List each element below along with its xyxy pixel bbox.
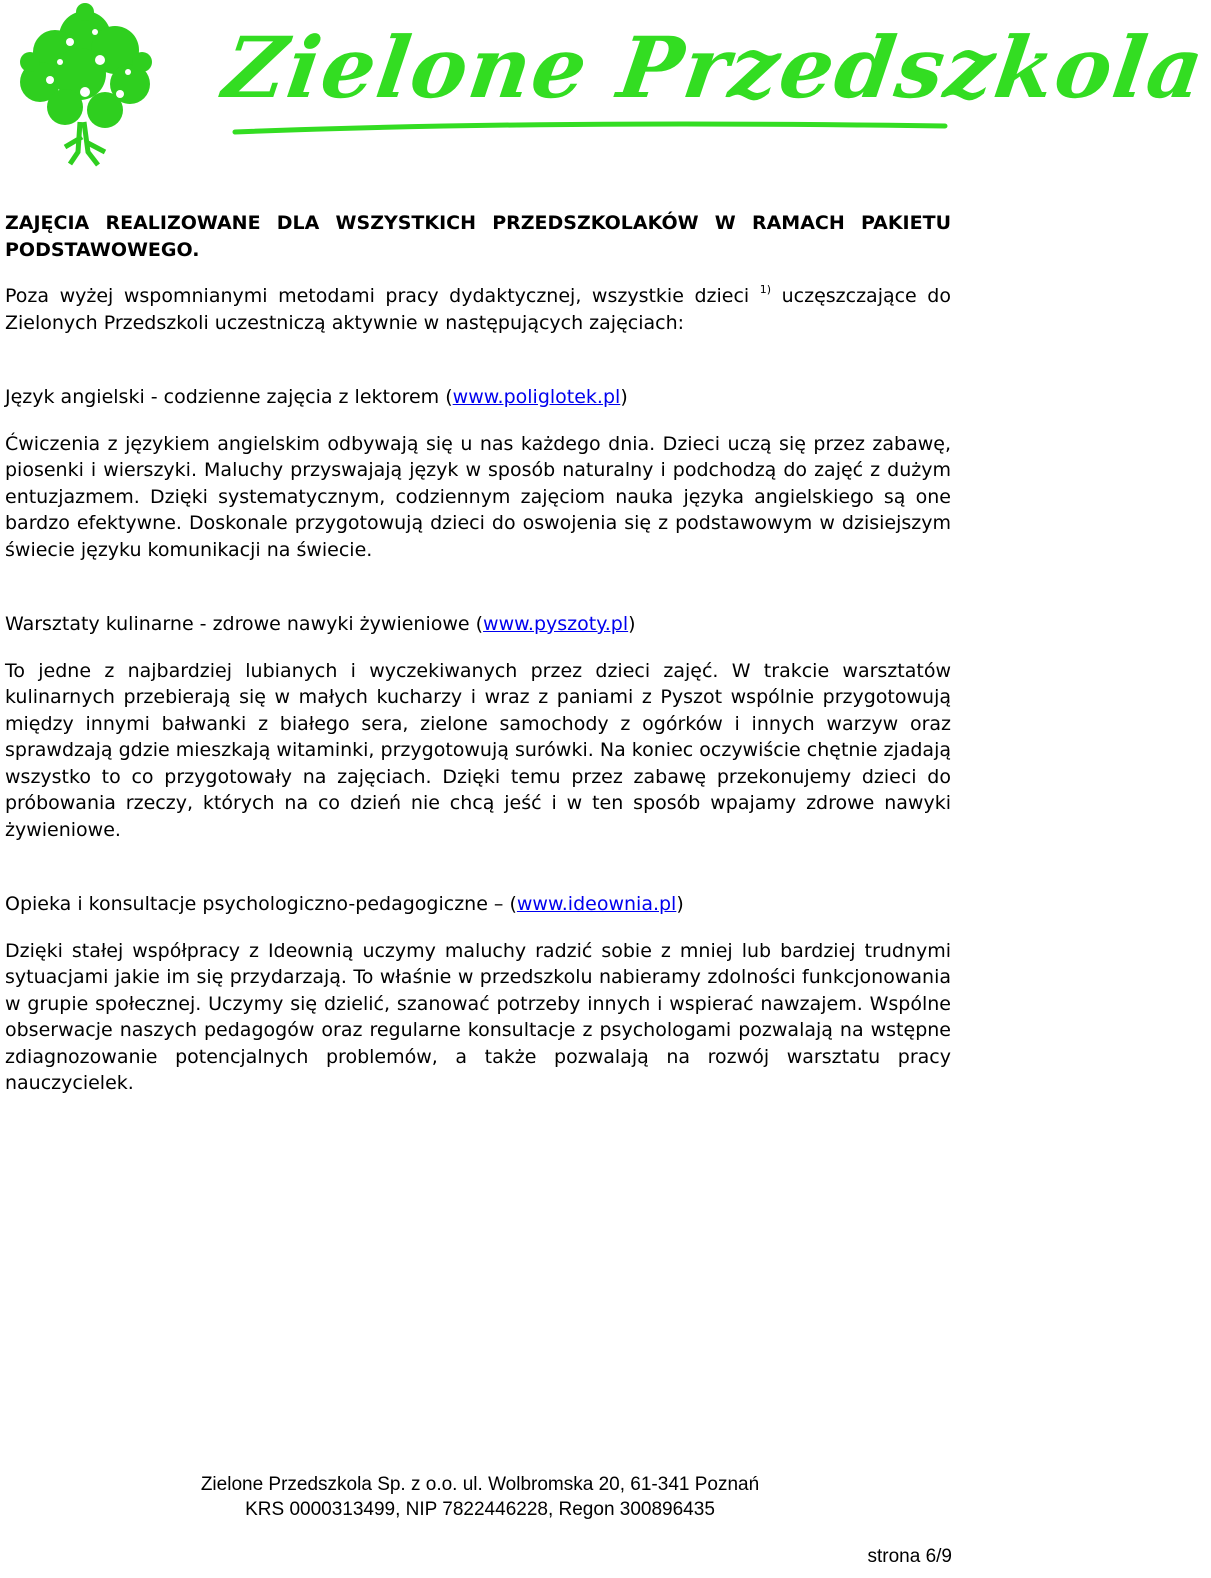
section-body-english: Ćwiczenia z językiem angielskim odbywają się u nas każdego dnia. Dzieci uczą się przez zabawę, piosenki i wierszyki. Maluchy przyswajają język w sposób naturalny i podchodzą do zajęć z dużym entuzjazmem. Dzięki systematycznym, codziennym zajęciom nauka języka angielskiego są one bardzo efektywne. Doskonale przygotowują dzieci do oswojenia się z podstawowym w dzisiejszym świecie języku komunikacji na świecie.: [5, 432, 951, 561]
intro-paragraph: Poza wyżej wspomnianymi metodami pracy dydaktycznej, wszystkie dzieci $^{1)}$ uczęszczające do Zielonych Przedszkoli uczestniczą aktywnie w następujących zajęciach:: [5, 283, 951, 334]
section-heading: ZAJĘCIA REALIZOWANE DLA WSZYSTKICH PRZEDSZKOLAKÓW W RAMACH PAKIETU PODSTAWOWEGO.: [5, 212, 951, 261]
link-ideownia[interactable]: www.ideownia.pl: [516, 893, 677, 915]
section-body-psychology: Dzięki stałej współpracy z Ideownią uczymy maluchy radzić sobie z mniej lub bardziej trudnymi sytuacjami jakie im się przydarzają. To właśnie w przedszkolu nabieramy zdolności funkcjonowania w grupie społecznej. Uczymy się dzielić, szanować potrzeby innych i wspierać nawzajem. Wspólne obserwacje naszych pedagogów oraz regularne konsultacje z psychologami pozwalają na wstępne zdiagnozowanie potencjalnych problemów, a także pozwalają na rozwój warsztatu pracy nauczycielek.: [5, 939, 951, 1094]
section-body-cooking: To jedne z najbardziej lubianych i wyczekiwanych przez dzieci zajęć. W trakcie warsztatów kulinarnych przebierają się w małych kucharzy i wraz z paniami z Pyszot wspólnie przygotowują między innymi bałwanki z białego sera, zielone samochody z ogórków i innych warzyw oraz sprawdzają gdzie mieszkają witaminki, przygotowują surówki. Na koniec oczywiście chętnie zjadają wszystko to co przygotowały na zajęciach. Dzięki temu przez zabawę przekonujemy dzieci do próbowania rzeczy, których na co dzień nie chcą jeść i w ten sposób wpajamy zdrowe nawyki żywieniowe.: [5, 659, 951, 841]
link-poliglotek[interactable]: www.poliglotek.pl: [452, 386, 621, 408]
header-logo: [0, 0, 1211, 175]
page-number: strona 6/9: [867, 1546, 952, 1567]
tree-logo-icon: [10, 2, 160, 167]
brand-wordmark: Zielone Przedszkola: [218, 18, 1211, 117]
link-pyszoty[interactable]: www.pyszoty.pl: [483, 613, 629, 635]
brand-underline-swoosh: [235, 112, 950, 142]
document-body: [5, 210, 951, 1097]
section-title-psychology: Opieka i konsultacje psychologiczno-pedagogiczne – (www.ideownia.pl): [5, 893, 684, 915]
footnote-marker: 1): [759, 283, 772, 296]
footer-registry: KRS 0000313499, NIP 7822446228, Regon 300896435: [245, 1499, 715, 1520]
page-footer: [0, 1472, 960, 1522]
section-title-english: Język angielski - codzienne zajęcia z lektorem (www.poliglotek.pl): [5, 386, 628, 408]
footer-address: Zielone Przedszkola Sp. z o.o. ul. Wolbromska 20, 61-341 Poznań: [200, 1474, 760, 1495]
section-title-cooking: Warsztaty kulinarne - zdrowe nawyki żywieniowe (www.pyszoty.pl): [5, 613, 636, 635]
